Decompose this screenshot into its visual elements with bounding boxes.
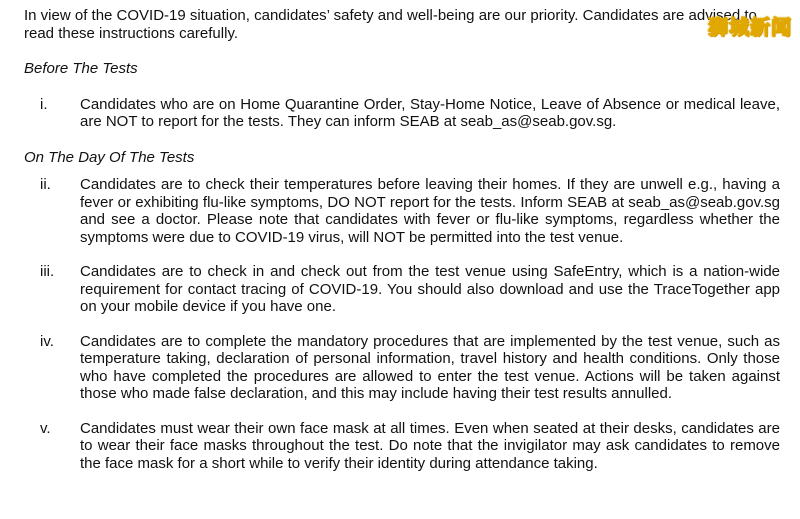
list-item-iv [24, 333, 780, 403]
list-item-v [24, 420, 780, 473]
section-heading-day-of-tests: On The Day Of The Tests [24, 148, 195, 166]
list-text: Candidates who are on Home Quarantine Order, Stay-Home Notice, Leave of Absence or medical leave, are NOT to report for the tests. They can inform SEAB at seab_as@seab.gov.sg. [80, 95, 780, 130]
list-text: Candidates must wear their own face mask at all times. Even when seated at their desks, candidates are to wear their face masks throughout the test. Do note that the invigilator may ask candidates to remove the face mask for a short while to verify their identity during attendance taking. [80, 419, 780, 472]
list-item-i [24, 96, 780, 131]
list-text: Candidates are to complete the mandatory procedures that are implemented by the test venue, such as temperature taking, declaration of personal information, travel history and health conditions. Only those who have completed the procedures are allowed to enter the test venue. Actions will be taken against those who made false declaration, and this may include having their test results annulled. [80, 332, 780, 402]
list-number: i. [40, 95, 48, 113]
list-number: iii. [40, 263, 55, 280]
list-number: iv. [40, 332, 54, 350]
intro-paragraph: In view of the COVID-19 situation, candidates’ safety and well-being are our priority. Candidates are advised to read these instructions carefully. [24, 7, 757, 42]
list-number: ii. [40, 176, 51, 193]
list-item-iii [24, 263, 780, 316]
list-number: v. [40, 419, 51, 437]
list-text: Candidates are to check their temperatures before leaving their homes. If they are unwell e.g., having a fever or exhibiting flu-like symptoms, DO NOT report for the tests. Inform SEAB at seab_as@seab.gov.sg and see a doctor. Please note that candidates with fever or flu-like symptoms, regardless whether the symptoms were due to COVID-19 virus, will NOT be permitted into the test venue. [80, 176, 780, 246]
list-item-ii [24, 176, 780, 246]
section-heading-before-tests: Before The Tests [24, 60, 138, 77]
list-text: Candidates are to check in and check out from the test venue using SafeEntry, which is a nation-wide requirement for contact tracing of COVID-19. You should also download and use the TraceTogether app on your mobile device if you have one. [80, 263, 780, 315]
document-body [24, 7, 780, 472]
watermark-logo: 狮城新闻 [708, 15, 792, 39]
